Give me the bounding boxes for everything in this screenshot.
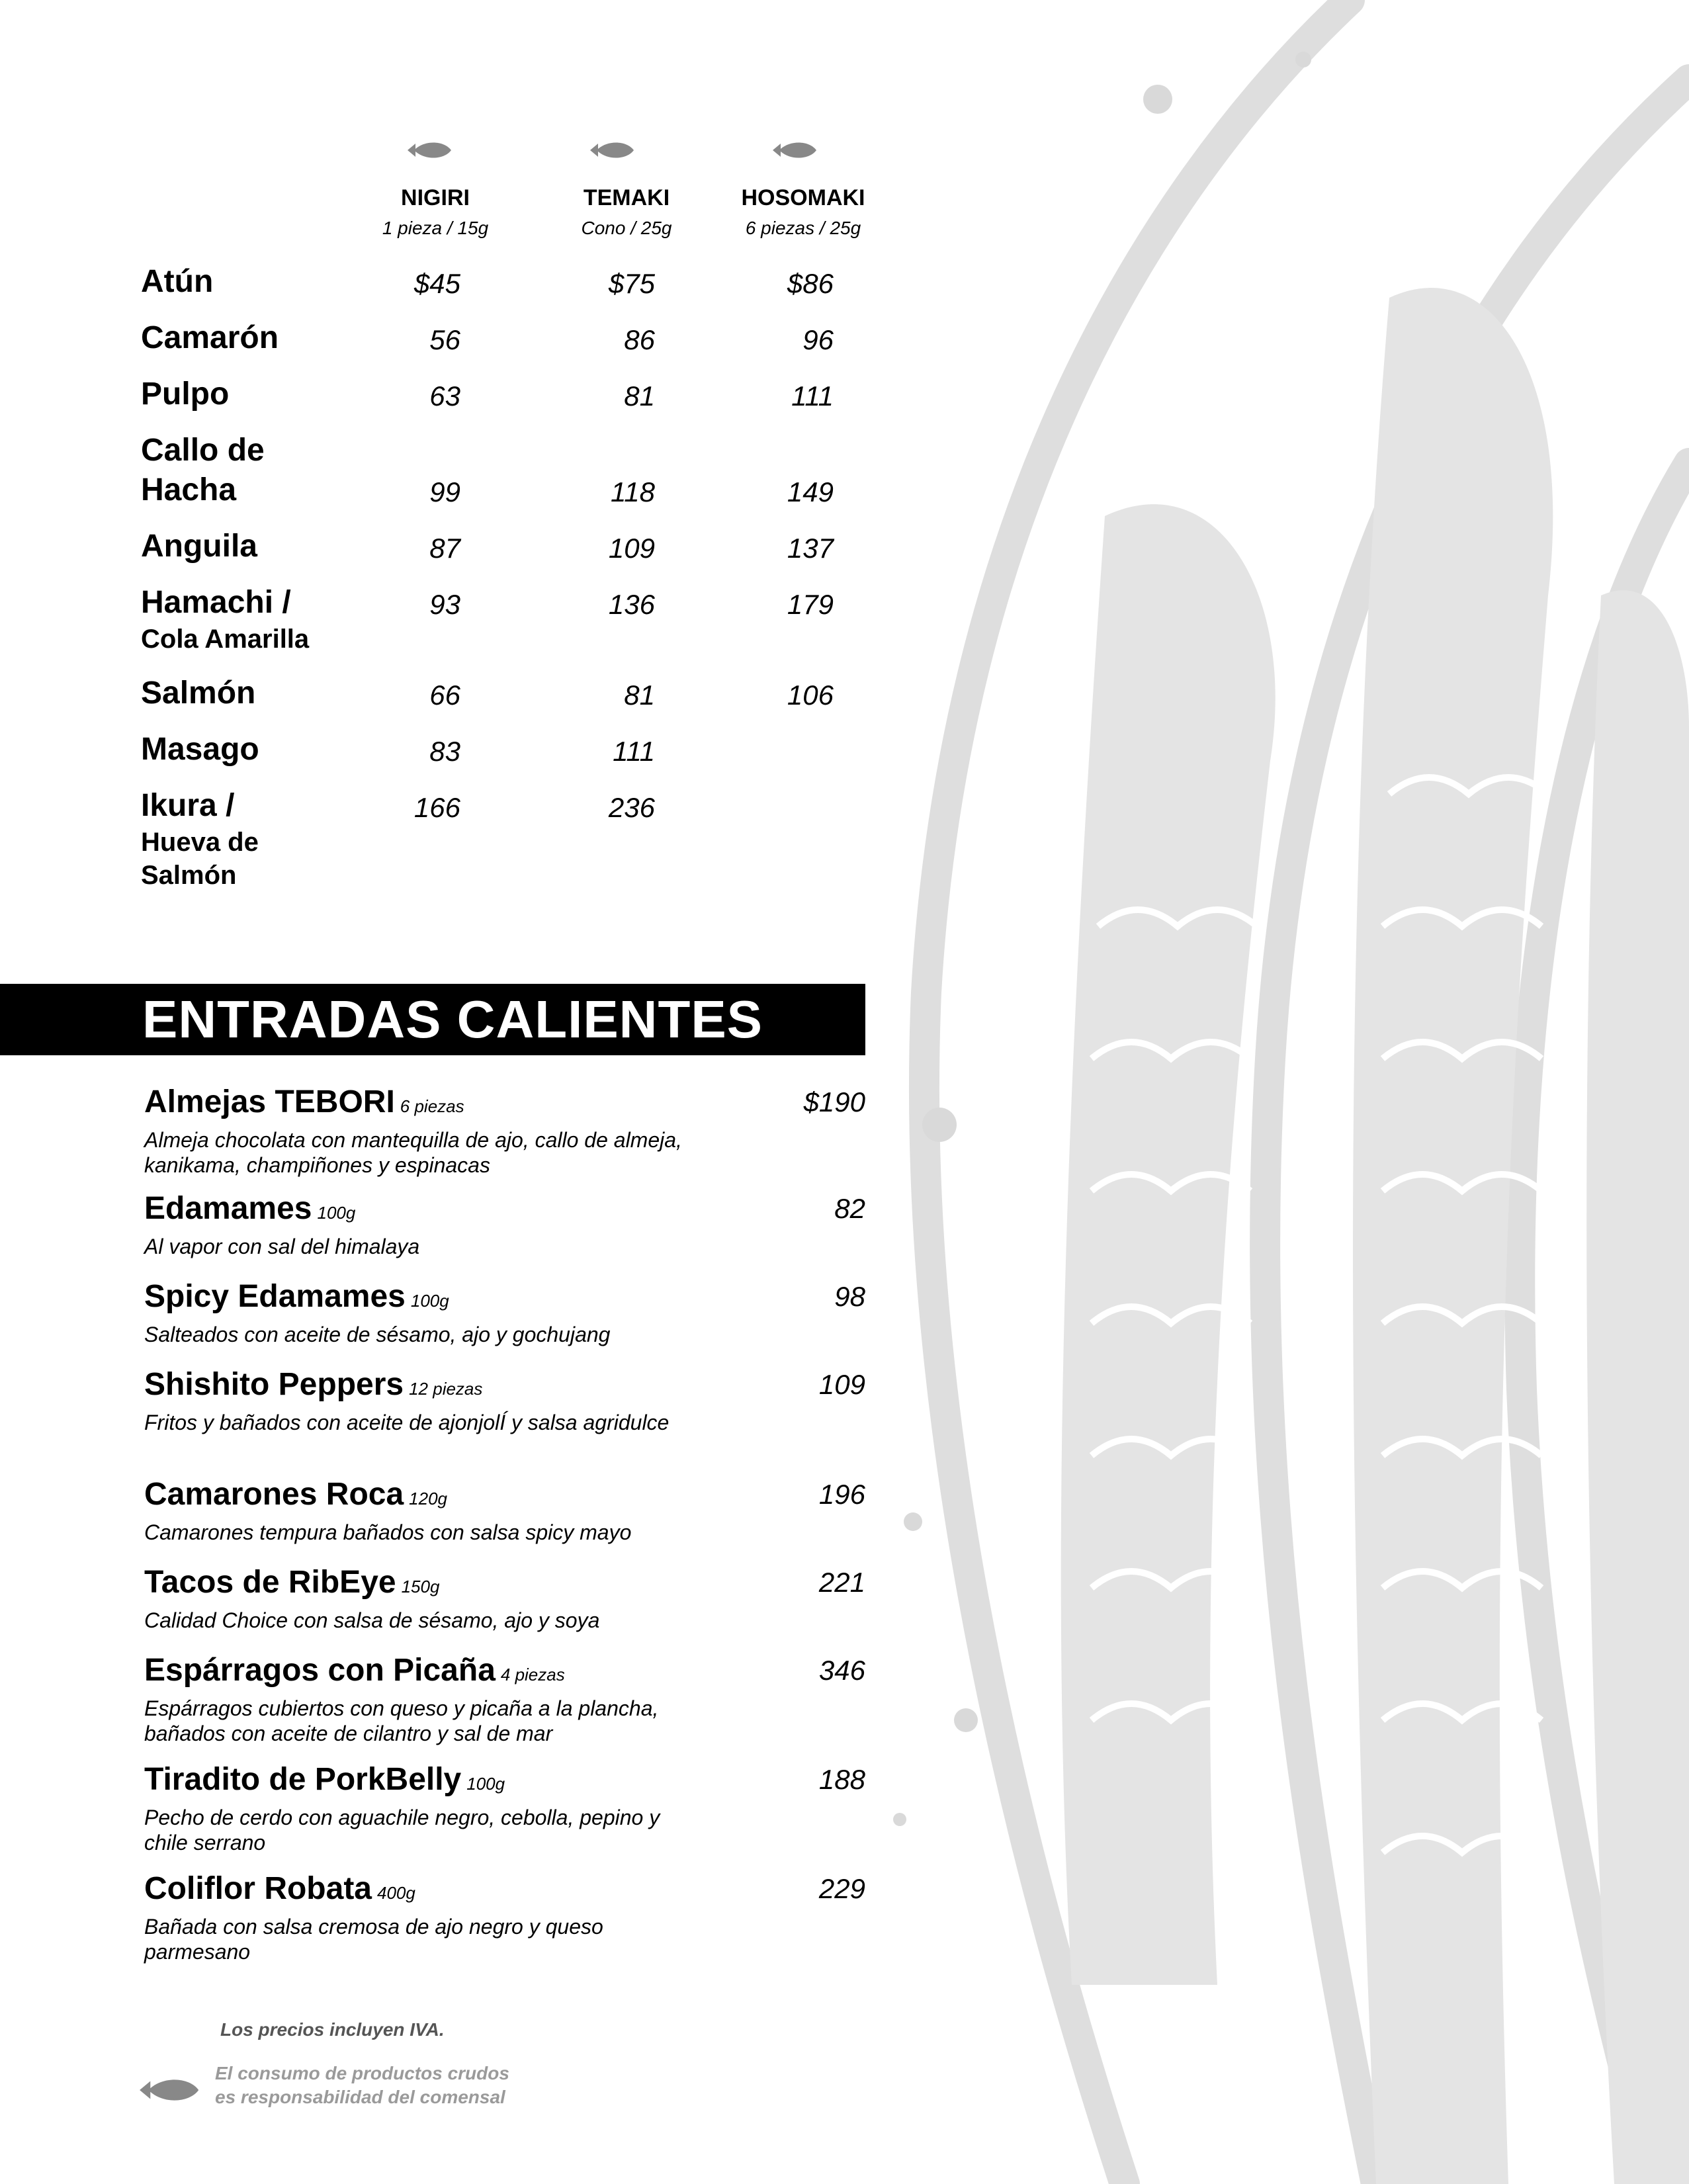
item-price: $190	[803, 1086, 865, 1117]
item-weight: 400g	[377, 1883, 415, 1903]
item-weight: 100g	[466, 1774, 505, 1794]
item-name: Espárragos con Picaña	[144, 1653, 496, 1688]
item-name: Camarones Roca	[144, 1477, 404, 1512]
sushi-row-name: Pulpo	[141, 376, 230, 412]
menu-item	[144, 1652, 865, 1746]
tax-note: Los precios incluyen IVA.	[220, 2019, 445, 2040]
row-name-subtitle: Hueva de	[141, 828, 259, 857]
price-hosomaki: 179	[787, 589, 834, 620]
column-name: NIGIRI	[401, 185, 470, 210]
disclaimer-line2: es responsabilidad del comensal	[215, 2087, 505, 2107]
menu-item	[144, 1761, 865, 1855]
item-description: Bañada con salsa cremosa de ajo negro y queso parmesano	[144, 1915, 603, 1964]
item-description: Al vapor con sal del himalaya	[144, 1235, 420, 1258]
price-nigiri: 56	[429, 324, 460, 355]
item-weight: 12 piezas	[409, 1379, 483, 1399]
item-name: Edamames	[144, 1191, 312, 1226]
item-name: Tacos de RibEye	[144, 1565, 396, 1600]
item-weight: 100g	[410, 1291, 449, 1311]
column-portion: 1 pieza / 15g	[382, 218, 489, 238]
item-weight: 6 piezas	[400, 1096, 464, 1116]
item-price: 109	[818, 1369, 865, 1400]
price-temaki: $75	[608, 268, 655, 299]
fish-icon	[589, 137, 636, 163]
column-portion: Cono / 25g	[581, 218, 672, 238]
item-price: 196	[818, 1479, 865, 1510]
item-name: Shishito Peppers	[144, 1367, 404, 1402]
item-price: 229	[818, 1873, 865, 1904]
price-temaki: 111	[613, 736, 655, 767]
price-nigiri: 87	[429, 533, 460, 564]
raw-food-disclaimer	[215, 2062, 509, 2109]
item-title	[144, 1870, 865, 1911]
item-weight: 120g	[409, 1489, 447, 1508]
row-name-subtitle: Salmón	[141, 861, 237, 890]
menu-item	[144, 1278, 865, 1347]
menu-item	[144, 1870, 865, 1964]
row-name-line1: Ikura /	[141, 788, 235, 823]
column-header-hosomaki	[704, 185, 902, 239]
item-title	[144, 1366, 865, 1407]
price-hosomaki: 137	[787, 533, 834, 564]
row-name-line2: Hacha	[141, 472, 237, 507]
koi-background-art	[873, 0, 1689, 2184]
column-header-temaki	[527, 185, 726, 239]
item-name: Tiradito de PorkBelly	[144, 1762, 462, 1797]
price-nigiri: 66	[429, 679, 460, 711]
sushi-row-name	[141, 786, 259, 892]
item-name: Spicy Edamames	[144, 1279, 406, 1314]
menu-item	[144, 1084, 865, 1178]
row-name-line1: Callo de	[141, 433, 265, 468]
price-nigiri: 166	[413, 792, 460, 823]
item-title	[144, 1278, 865, 1319]
sushi-row-name	[141, 431, 265, 510]
column-name: HOSOMAKI	[741, 185, 865, 210]
price-nigiri: 93	[429, 589, 460, 620]
menu-item	[144, 1476, 865, 1545]
column-portion: 6 piezas / 25g	[745, 218, 861, 238]
sushi-row-name: Masago	[141, 732, 259, 767]
item-title	[144, 1564, 865, 1605]
price-hosomaki: 111	[791, 380, 834, 412]
sushi-row-name: Camarón	[141, 320, 279, 355]
section-title: ENTRADAS CALIENTES	[142, 990, 763, 1049]
item-description: Almeja chocolata con mantequilla de ajo, callo de almeja, kanikama, champiñones y espinacas	[144, 1128, 682, 1177]
item-weight: 150g	[401, 1577, 440, 1596]
item-description: Fritos y bañados con aceite de ajonjolÍ y salsa agridulce	[144, 1411, 670, 1434]
item-title	[144, 1652, 865, 1693]
price-hosomaki: 149	[787, 476, 834, 507]
item-name: Coliflor Robata	[144, 1871, 372, 1906]
column-header-nigiri	[336, 185, 535, 239]
price-temaki: 118	[611, 476, 655, 507]
item-description: Calidad Choice con salsa de sésamo, ajo y soya	[144, 1608, 600, 1632]
fish-icon	[136, 2072, 204, 2108]
price-temaki: 81	[624, 679, 655, 711]
menu-item	[144, 1564, 865, 1633]
price-temaki: 109	[608, 533, 655, 564]
price-temaki: 86	[624, 324, 655, 355]
item-price: 221	[818, 1567, 865, 1598]
price-hosomaki: $86	[787, 268, 834, 299]
price-hosomaki: 96	[802, 324, 834, 355]
item-title	[144, 1190, 865, 1231]
row-name-line1: Hamachi /	[141, 585, 291, 620]
item-description: Espárragos cubiertos con queso y picaña a la plancha, bañados con aceite de cilantro y sal de mar	[144, 1696, 659, 1745]
item-title	[144, 1761, 865, 1802]
item-weight: 100g	[317, 1203, 356, 1223]
price-temaki: 136	[608, 589, 655, 620]
sushi-row-name: Atún	[141, 264, 214, 299]
sushi-row-name: Salmón	[141, 676, 256, 711]
item-description: Camarones tempura bañados con salsa spicy mayo	[144, 1520, 632, 1544]
item-title	[144, 1476, 865, 1517]
menu-item	[144, 1190, 865, 1259]
price-hosomaki: 106	[787, 679, 834, 711]
item-price: 188	[818, 1764, 865, 1795]
section-banner	[0, 984, 865, 1055]
price-nigiri: $45	[413, 268, 460, 299]
item-price: 98	[834, 1281, 865, 1312]
disclaimer-line1: El consumo de productos crudos	[215, 2063, 509, 2083]
price-temaki: 236	[608, 792, 655, 823]
price-nigiri: 63	[429, 380, 460, 412]
sushi-row-name: Anguila	[141, 529, 257, 564]
item-name: Almejas TEBORI	[144, 1084, 395, 1119]
item-title	[144, 1084, 865, 1125]
price-temaki: 81	[624, 380, 655, 412]
sushi-row-name	[141, 583, 309, 656]
fish-icon	[406, 137, 454, 163]
item-description: Pecho de cerdo con aguachile negro, cebolla, pepino y chile serrano	[144, 1806, 660, 1855]
fish-icon	[771, 137, 819, 163]
price-nigiri: 83	[429, 736, 460, 767]
menu-item	[144, 1366, 865, 1435]
row-name-subtitle: Cola Amarilla	[141, 625, 310, 654]
item-price: 82	[834, 1193, 865, 1224]
item-price: 346	[818, 1655, 865, 1686]
column-name: TEMAKI	[583, 185, 670, 210]
item-weight: 4 piezas	[500, 1665, 565, 1684]
item-description: Salteados con aceite de sésamo, ajo y gochujang	[144, 1323, 611, 1346]
price-nigiri: 99	[429, 476, 460, 507]
